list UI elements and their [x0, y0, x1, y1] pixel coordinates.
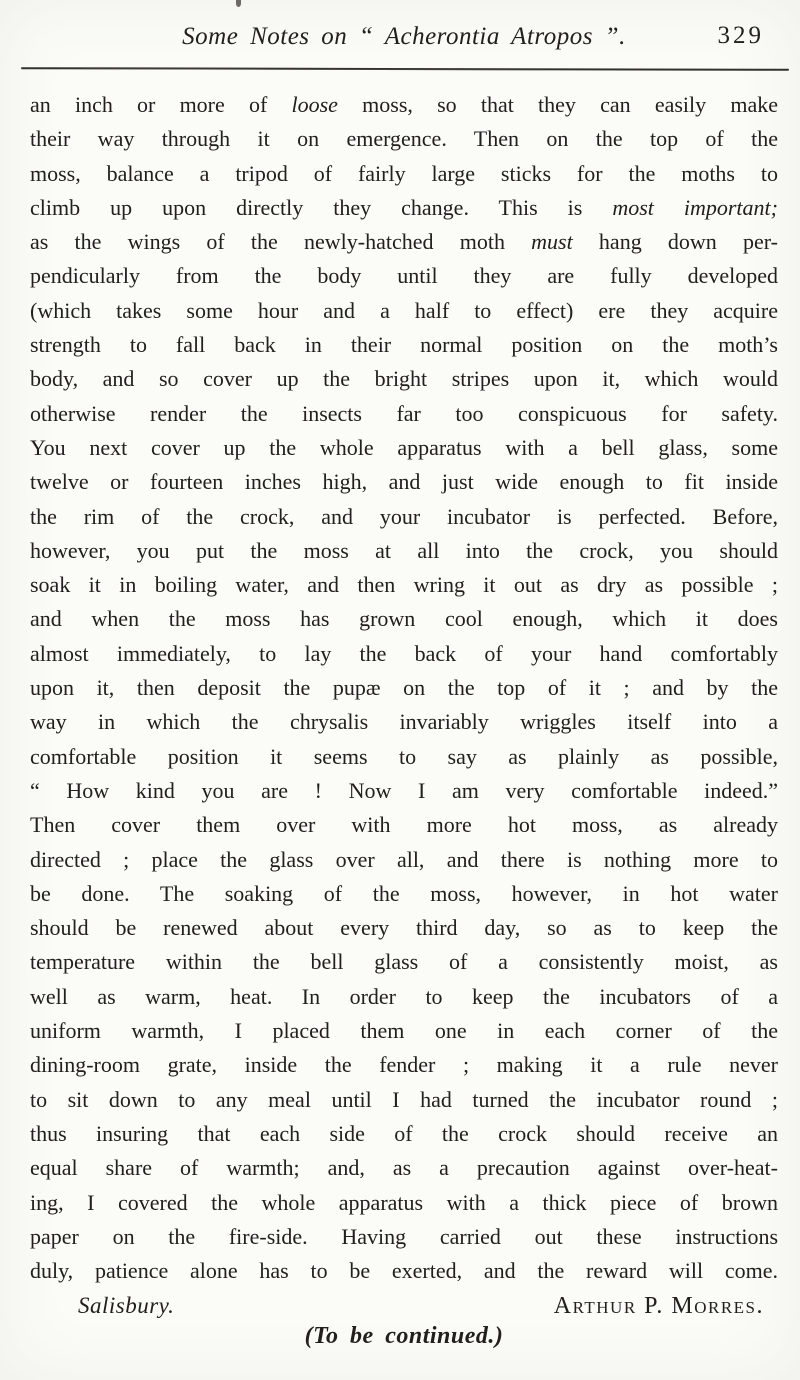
text-line [30, 740, 778, 774]
text-segment: thus insuring that each side of the crock should receive an [30, 1120, 778, 1146]
text-line [30, 877, 778, 911]
text-segment: (which takes some hour and a half to effect) ere they acquire [30, 297, 778, 323]
text-segment: the rim of the crock, and your incubator is perfected. Before, [30, 503, 778, 529]
scan-artifact [236, 0, 241, 7]
text-segment: an inch or more of [30, 92, 292, 117]
signature-place: Salisbury. [78, 1293, 175, 1318]
text-segment: ing, I covered the whole apparatus with a thick piece of brown [30, 1189, 778, 1215]
emphasized-text: most important; [612, 194, 778, 220]
text-line [30, 808, 778, 842]
text-segment: directed ; place the glass over all, and there is nothing more to [30, 846, 778, 872]
text-segment: almost immediately, to lay the back of your hand comfortably [30, 640, 778, 666]
page-title: Some Notes on “ Acherontia Atropos ”. [182, 23, 626, 50]
text-line [30, 122, 778, 156]
text-line [30, 225, 778, 259]
signature-row [30, 1290, 778, 1322]
text-segment: duly, patience alone has to be exerted, and the reward will come. [30, 1258, 778, 1284]
continuation-notice: (To be continued.) [304, 1323, 504, 1349]
text-segment: strength to fall back in their normal position on the moth’s [30, 332, 778, 358]
text-line [30, 294, 778, 328]
text-segment: dining-room grate, inside the fender ; making it a rule never [30, 1052, 778, 1078]
text-segment: their way through it on emergence. Then on the top of the [30, 126, 778, 152]
text-segment: should be renewed about every third day, so as to keep the [30, 915, 778, 941]
text-line [30, 1254, 778, 1288]
text-line [30, 602, 778, 636]
text-line [30, 911, 778, 945]
text-line [30, 328, 778, 362]
text-line [30, 465, 778, 499]
text-segment: well as warm, heat. In order to keep the incubators of a [30, 983, 778, 1009]
text-line [30, 774, 778, 808]
text-line [30, 397, 778, 431]
text-line [30, 1186, 778, 1220]
text-line [30, 431, 778, 465]
text-line [30, 980, 778, 1014]
text-segment: to sit down to any meal until I had turned the incubator round ; [30, 1086, 778, 1112]
text-line [30, 705, 778, 739]
signature-author: Arthur P. Morres. [553, 1293, 764, 1319]
text-segment: way in which the chrysalis invariably wriggles itself into a [30, 709, 778, 735]
text-segment: upon it, then deposit the pupæ on the top of it ; and by the [30, 675, 778, 701]
text-segment: pendicularly from the body until they are fully developed [30, 263, 778, 289]
text-segment: climb up upon directly they change. This is [30, 194, 613, 220]
text-line [30, 259, 778, 293]
text-line [30, 1117, 778, 1151]
text-line [30, 1220, 778, 1254]
text-segment: be done. The soaking of the moss, however, in hot water [30, 880, 778, 906]
text-segment: You next cover up the whole apparatus with a bell glass, some [30, 434, 778, 460]
text-line [30, 637, 778, 671]
text-line [30, 1083, 778, 1117]
body-text [30, 88, 778, 1288]
emphasized-text: must [531, 229, 573, 255]
text-segment: otherwise render the insects far too conspicuous for safety. [30, 400, 778, 426]
text-segment: and when the moss has grown cool enough, which it does [30, 606, 778, 632]
text-line [30, 500, 778, 534]
running-head [30, 20, 778, 56]
text-segment: equal share of warmth; and, as a precaution against over-heat- [30, 1155, 778, 1181]
text-line [30, 1151, 778, 1185]
header-rule [21, 67, 789, 71]
text-line [30, 534, 778, 568]
text-line [30, 945, 778, 979]
text-line [30, 1014, 778, 1048]
text-line [30, 191, 778, 225]
emphasized-text: loose [291, 92, 338, 117]
text-line [30, 568, 778, 602]
text-segment: however, you put the moss at all into the crock, you should [30, 537, 778, 563]
text-segment: paper on the fire-side. Having carried out these instructions [30, 1223, 778, 1249]
text-line [30, 362, 778, 396]
text-segment: uniform warmth, I placed them one in each corner of the [30, 1018, 778, 1044]
text-segment: twelve or fourteen inches high, and just wide enough to fit inside [30, 469, 778, 495]
text-segment: moss, balance a tripod of fairly large sticks for the moths to [30, 160, 778, 186]
text-segment: Then cover them over with more hot moss, as already [30, 812, 778, 838]
text-line [30, 671, 778, 705]
text-segment: soak it in boiling water, and then wring it out as dry as possible ; [30, 572, 778, 598]
text-segment: comfortable position it seems to say as plainly as possible, [30, 743, 778, 769]
text-line [30, 1048, 778, 1082]
text-segment: “ How kind you are ! Now I am very comfortable indeed.” [30, 777, 778, 803]
text-segment: hang down per- [572, 229, 778, 255]
text-segment: temperature within the bell glass of a consistently moist, as [30, 949, 778, 975]
page-number: 329 [717, 22, 764, 49]
text-segment: as the wings of the newly-hatched moth [30, 229, 532, 255]
text-line [30, 843, 778, 877]
text-segment: moss, so that they can easily make [337, 92, 778, 117]
text-segment: body, and so cover up the bright stripes upon it, which would [30, 366, 778, 392]
text-line [30, 157, 778, 191]
text-line [30, 88, 778, 122]
